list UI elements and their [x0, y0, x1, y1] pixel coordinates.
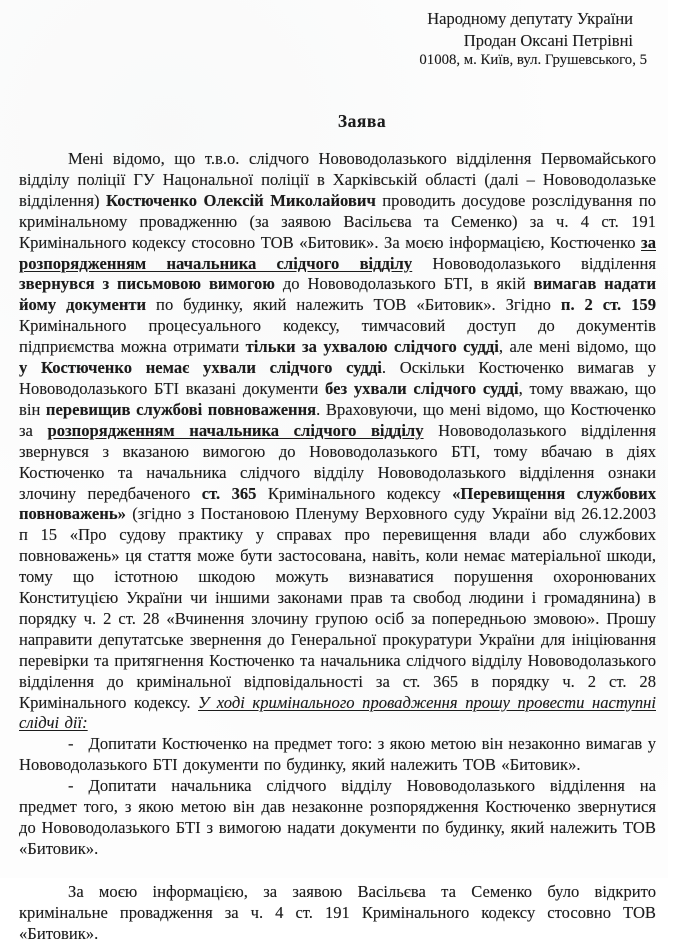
- text-run: Допитати Костюченко на предмет того: з якою метою він незаконно вимагав у Нововодолазького БТІ документи по будинку, який належить ТОВ «Битовик».: [19, 734, 656, 775]
- text-run: Нововодолазького відділення: [412, 253, 656, 273]
- text-run: Допитати начальника слідчого відділу Нововодолазького відділення на предмет того, з якою метою він дав незаконне розпорядження Костюченко звернутися до Нововодолазького БТІ з вимогою надати документи по будинку, який належить ТОВ «Битовик».: [19, 776, 656, 858]
- text-run: , тому вважаю, що він: [19, 378, 656, 419]
- bullet-dash: -: [68, 776, 74, 796]
- recipient-block: [419, 8, 647, 70]
- text-run: ст. 365: [201, 483, 257, 503]
- text-run: розпорядженням начальника слідчого відділу: [47, 420, 424, 440]
- text-run: . Оскільки Костюченко вимагав у Нововодолазького БТІ вказані документи: [19, 358, 656, 398]
- recipient-line-1: Народному депутату України: [427, 9, 633, 28]
- text-run: . Враховуючи, що мені відомо, що Костюченко за: [19, 399, 656, 440]
- text-run: Кримінального процесуального кодексу, тимчасовий доступ до документів підприємства можна отримати: [19, 316, 656, 357]
- text-run: у Костюченко немає ухвали слідчого судді: [19, 358, 382, 378]
- text-run: за розпорядженням начальника слідчого відділу: [19, 232, 656, 273]
- text-run: звернувся з письмовою вимогою: [19, 274, 275, 294]
- list-item: [19, 776, 656, 860]
- text-run: , але мені відомо, що: [498, 337, 656, 357]
- paragraph: [19, 149, 656, 734]
- text-run: по будинку, який належить ТОВ «Битовик». Згідно: [146, 295, 561, 315]
- text-run: Кримінального кодексу: [256, 483, 453, 503]
- text-run: тільки за ухвалою слідчого судді: [245, 337, 499, 357]
- text-run: до Нововодолазького БТІ, в якій: [274, 274, 534, 294]
- text-run: без ухвали слідчого судді: [325, 378, 519, 398]
- text-run: вимагав надати йому документи: [19, 274, 657, 315]
- recipient-address: 01008, м. Київ, вул. Грушевського, 5: [419, 52, 647, 68]
- text-run: Костюченко Олексій Миколайович: [106, 190, 376, 210]
- document-title: Заява: [337, 111, 387, 131]
- text-run: перевищив службові повноваження: [45, 399, 317, 419]
- bullet-dash: -: [68, 734, 74, 754]
- text-run: «Перевищення службових повноважень»: [19, 483, 657, 524]
- recipient-line-2: Продан Оксані Петрівні: [463, 30, 633, 50]
- paragraph: [19, 882, 656, 945]
- text-run: проводить досудове розслідування по кримінальному провадженню (за заявою Васільєва та Семенко) за ч. 4 ст. 191 Кримінального кодексу стосовно ТОВ «Битовик». За моєю інформацією, Костюченко: [19, 190, 657, 252]
- text-run: (згідно з Постановою Пленуму Верховного суду України від 26.12.2003 п 15 «Про судову практику у справах про перевищення влади або службових повноважень» ця стаття може бути застосована, навіть, коли немає матеріальної шкоди, тому що істотною шкодою можуть визнаватися порушення охоронюваних Конституцією України чи іншими законами прав та свобод людини і громадянина) в порядку ч. 2 ст. 28 «Вчинення злочину групою осіб за попередньою змовою». Прошу направити депутатське звернення до Генеральної прокуратури України для ініціювання перевірки та притягнення Костюченко та начальника слідчого відділу Нововодолазького відділення до кримінальної відповідальності за ст. 365 в порядку ч. 2 ст. 28 Кримінального кодексу.: [19, 504, 656, 712]
- list-item: [19, 734, 656, 776]
- text-run: Нововодолазького відділення звернувся з вказаною вимогою до Нововодолазького БТІ, тому вбачаю в діях Костюченко та начальника слідчого відділу Нововодолазького відділення ознаки злочину передбаченого: [19, 420, 656, 503]
- text-run: У ході кримінального провадження прошу провести наступні слідчі дії:: [19, 692, 656, 733]
- text-run: Мені відомо, що т.в.о. слідчого Нововодолазького відділення Первомайського відділу поліції ГУ Нацональної поліції в Харківській області (далі – Нововодолазьке відділення): [19, 149, 656, 210]
- text-run: п. 2 ст. 159: [560, 295, 657, 315]
- document-body: [19, 149, 656, 945]
- text-run: За моєю інформацією, за заявою Васільєва та Семенко було відкрито кримінальне провадження за ч. 4 ст. 191 Кримінального кодексу стосовно ТОВ «Битовик».: [19, 881, 656, 943]
